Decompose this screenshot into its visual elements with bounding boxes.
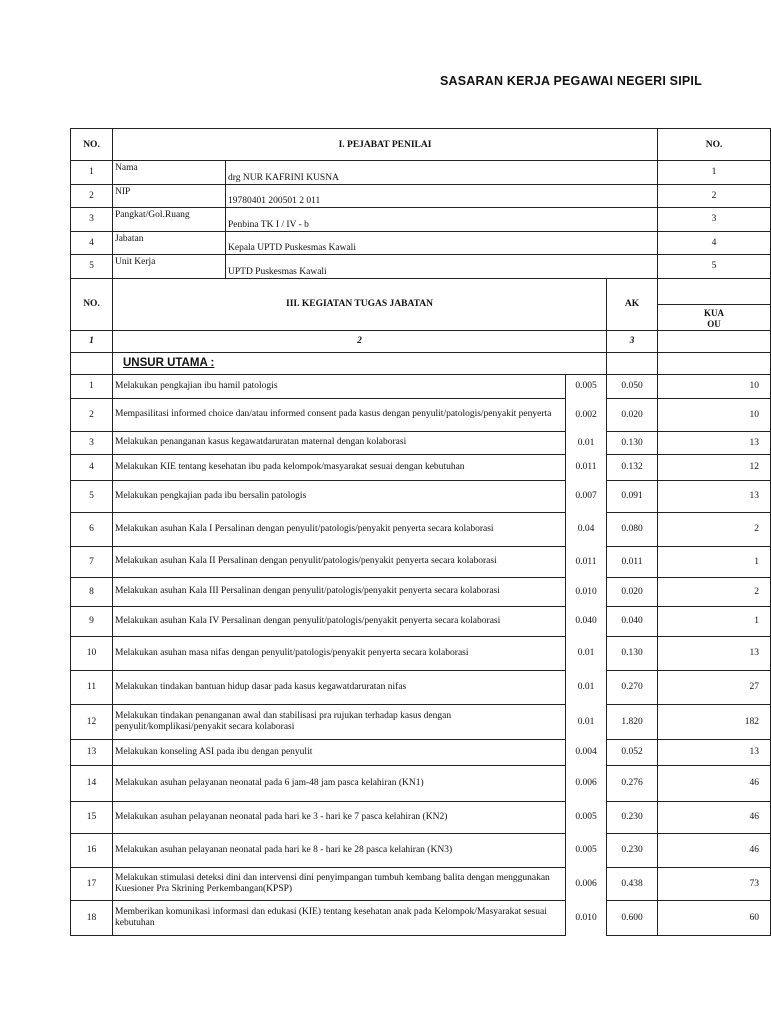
kegiatan-row <box>71 670 771 704</box>
no-header: NO. <box>71 129 113 161</box>
kegiatan-row <box>71 512 771 546</box>
ak-value: 0.011 <box>607 546 658 577</box>
pejabat-row <box>71 255 771 279</box>
angka-kredit-unit: 0.007 <box>566 480 607 512</box>
kegiatan-description: Melakukan asuhan Kala IV Persalinan dengan penyulit/patologis/penyakit penyerta secara kolaborasi <box>113 606 566 636</box>
angka-kredit-unit: 0.01 <box>566 704 607 739</box>
kegiatan-row <box>71 454 771 480</box>
kuantitas-value: 13 <box>658 739 771 765</box>
kegiatan-number: 1 <box>71 374 113 398</box>
kegiatan-number: 5 <box>71 480 113 512</box>
kuantitas-value: 10 <box>658 374 771 398</box>
column-index-row <box>71 330 771 352</box>
skp-table <box>70 128 771 936</box>
angka-kredit-unit: 0.040 <box>566 606 607 636</box>
angka-kredit-unit: 0.04 <box>566 512 607 546</box>
kegiatan-description: Melakukan tindakan penanganan awal dan stabilisasi pra rujukan terhadap kasus dengan penyulit/komplikasi/penyakit secara kolaborasi <box>113 704 566 739</box>
kegiatan-row <box>71 546 771 577</box>
kegiatan-number: 15 <box>71 801 113 833</box>
kegiatan-description: Melakukan pengkajian ibu hamil patologis <box>113 374 566 398</box>
pegawai-row-number: 1 <box>658 161 771 185</box>
kegiatan-description: Melakukan pengkajian pada ibu bersalin patologis <box>113 480 566 512</box>
kegiatan-row <box>71 867 771 900</box>
angka-kredit-unit: 0.005 <box>566 801 607 833</box>
field-label: Nama <box>113 161 226 185</box>
kegiatan-row <box>71 577 771 606</box>
kegiatan-row <box>71 606 771 636</box>
ak-value: 0.080 <box>607 512 658 546</box>
angka-kredit-unit: 0.010 <box>566 900 607 935</box>
index-target <box>658 330 771 352</box>
ak-value: 0.276 <box>607 765 658 801</box>
kegiatan-description: Melakukan asuhan pelayanan neonatal pada 6 jam-48 jam pasca kelahiran (KN1) <box>113 765 566 801</box>
row-number: 3 <box>71 208 113 232</box>
angka-kredit-unit: 0.004 <box>566 739 607 765</box>
kegiatan-number: 4 <box>71 454 113 480</box>
kuantitas-value: 1 <box>658 546 771 577</box>
kuantitas-value: 13 <box>658 431 771 454</box>
ak-value: 0.020 <box>607 398 658 431</box>
kegiatan-row <box>71 833 771 867</box>
ak-value: 1.820 <box>607 704 658 739</box>
skp-table-viewport <box>70 128 760 944</box>
kuantitas-value: 12 <box>658 454 771 480</box>
angka-kredit-unit: 0.011 <box>566 546 607 577</box>
output-label: OU <box>707 318 721 329</box>
unsur-target-cell <box>658 352 771 374</box>
kegiatan-no-header: NO. <box>71 278 113 330</box>
kegiatan-row <box>71 480 771 512</box>
kegiatan-row <box>71 374 771 398</box>
kegiatan-description: Melakukan asuhan Kala I Persalinan dengan penyulit/patologis/penyakit penyerta secara kolaborasi <box>113 512 566 546</box>
kuantitas-value: 2 <box>658 512 771 546</box>
unsur-ak-cell <box>607 352 658 374</box>
ak-value: 0.600 <box>607 900 658 935</box>
angka-kredit-unit: 0.011 <box>566 454 607 480</box>
index-kegiatan: 2 <box>113 330 607 352</box>
kegiatan-number: 16 <box>71 833 113 867</box>
field-value: Penbina TK I / IV - b <box>226 208 658 232</box>
kuantitas-value: 182 <box>658 704 771 739</box>
field-value: 19780401 200501 2 011 <box>226 184 658 208</box>
kegiatan-number: 2 <box>71 398 113 431</box>
kegiatan-description: Melakukan KIE tentang kesehatan ibu pada kelompok/masyarakat sesuai dengan kebutuhan <box>113 454 566 480</box>
ak-value: 0.050 <box>607 374 658 398</box>
field-label: Jabatan <box>113 231 226 255</box>
kuantitas-value: 46 <box>658 833 771 867</box>
kuantitas-value: 27 <box>658 670 771 704</box>
no-header-right: NO. <box>658 129 771 161</box>
unsur-utama-label: UNSUR UTAMA : <box>113 352 607 374</box>
kegiatan-description: Melakukan asuhan pelayanan neonatal pada hari ke 8 - hari ke 28 pasca kelahiran (KN3) <box>113 833 566 867</box>
pejabat-row <box>71 231 771 255</box>
pegawai-row-number: 4 <box>658 231 771 255</box>
unsur-utama-row <box>71 352 771 374</box>
kegiatan-number: 12 <box>71 704 113 739</box>
kegiatan-number: 11 <box>71 670 113 704</box>
row-number: 5 <box>71 255 113 279</box>
kegiatan-row <box>71 636 771 670</box>
pegawai-row-number: 5 <box>658 255 771 279</box>
target-header-cell <box>658 278 771 304</box>
field-value: Kepala UPTD Puskesmas Kawali <box>226 231 658 255</box>
angka-kredit-unit: 0.01 <box>566 431 607 454</box>
row-number: 2 <box>71 184 113 208</box>
kegiatan-description: Melakukan konseling ASI pada ibu dengan penyulit <box>113 739 566 765</box>
kuantitas-value: 60 <box>658 900 771 935</box>
ak-value: 0.130 <box>607 636 658 670</box>
kegiatan-row <box>71 398 771 431</box>
angka-kredit-unit: 0.002 <box>566 398 607 431</box>
kuantitas-label: KUA <box>704 307 725 318</box>
skp-table-body <box>71 129 771 936</box>
angka-kredit-unit: 0.005 <box>566 374 607 398</box>
angka-kredit-unit: 0.01 <box>566 636 607 670</box>
kegiatan-row <box>71 431 771 454</box>
kuantitas-output-header <box>658 304 771 330</box>
pegawai-row-number: 3 <box>658 208 771 232</box>
pejabat-header-row <box>71 129 771 161</box>
kuantitas-value: 10 <box>658 398 771 431</box>
ak-header: AK <box>607 278 658 330</box>
kegiatan-row <box>71 739 771 765</box>
kegiatan-number: 14 <box>71 765 113 801</box>
row-number: 4 <box>71 231 113 255</box>
ak-value: 0.020 <box>607 577 658 606</box>
kegiatan-header-row <box>71 278 771 304</box>
kegiatan-description: Mempasilitasi informed choice dan/atau informed consent pada kasus dengan penyulit/patologis/penyakit penyerta <box>113 398 566 431</box>
field-label: Unit Kerja <box>113 255 226 279</box>
pejabat-row <box>71 208 771 232</box>
field-label: NIP <box>113 184 226 208</box>
field-value: drg NUR KAFRINI KUSNA <box>226 161 658 185</box>
kegiatan-number: 3 <box>71 431 113 454</box>
pejabat-row <box>71 161 771 185</box>
kuantitas-value: 46 <box>658 801 771 833</box>
kegiatan-description: Memberikan komunikasi informasi dan edukasi (KIE) tentang kesehatan anak pada Kelompok/Masyarakat sesuai kebutuhan <box>113 900 566 935</box>
kegiatan-number: 6 <box>71 512 113 546</box>
document-title: SASARAN KERJA PEGAWAI NEGERI SIPIL <box>440 74 702 88</box>
kegiatan-number: 17 <box>71 867 113 900</box>
index-ak: 3 <box>607 330 658 352</box>
kegiatan-description: Melakukan asuhan Kala III Persalinan dengan penyulit/patologis/penyakit penyerta secara kolaborasi <box>113 577 566 606</box>
angka-kredit-unit: 0.01 <box>566 670 607 704</box>
kuantitas-value: 2 <box>658 577 771 606</box>
ak-value: 0.040 <box>607 606 658 636</box>
kegiatan-description: Melakukan penanganan kasus kegawatdaruratan maternal dengan kolaborasi <box>113 431 566 454</box>
kegiatan-description: Melakukan asuhan Kala II Persalinan dengan penyulit/patologis/penyakit penyerta secara kolaborasi <box>113 546 566 577</box>
kuantitas-value: 73 <box>658 867 771 900</box>
kegiatan-number: 18 <box>71 900 113 935</box>
ak-value: 0.230 <box>607 801 658 833</box>
pegawai-row-number: 2 <box>658 184 771 208</box>
kuantitas-value: 13 <box>658 636 771 670</box>
kuantitas-value: 1 <box>658 606 771 636</box>
kegiatan-description: Melakukan tindakan bantuan hidup dasar pada kasus kegawatdaruratan nifas <box>113 670 566 704</box>
kegiatan-description: Melakukan asuhan pelayanan neonatal pada hari ke 3 - hari ke 7 pasca kelahiran (KN2) <box>113 801 566 833</box>
index-no: 1 <box>71 330 113 352</box>
angka-kredit-unit: 0.006 <box>566 765 607 801</box>
kegiatan-description: Melakukan asuhan masa nifas dengan penyulit/patologis/penyakit penyerta secara kolaborasi <box>113 636 566 670</box>
ak-value: 0.438 <box>607 867 658 900</box>
kegiatan-description: Melakukan stimulasi deteksi dini dan intervensi dini penyimpangan tumbuh kembang balita dengan menggunakan Kuesioner Pra Skrining Perkembangan(KPSP) <box>113 867 566 900</box>
kegiatan-row <box>71 900 771 935</box>
ak-value: 0.230 <box>607 833 658 867</box>
kuantitas-value: 13 <box>658 480 771 512</box>
kegiatan-number: 9 <box>71 606 113 636</box>
kuantitas-value: 46 <box>658 765 771 801</box>
ak-value: 0.052 <box>607 739 658 765</box>
pejabat-penilai-header: I. PEJABAT PENILAI <box>113 129 658 161</box>
kegiatan-number: 10 <box>71 636 113 670</box>
kegiatan-row <box>71 704 771 739</box>
kegiatan-number: 7 <box>71 546 113 577</box>
row-number: 1 <box>71 161 113 185</box>
ak-value: 0.091 <box>607 480 658 512</box>
ak-value: 0.130 <box>607 431 658 454</box>
unsur-no-cell <box>71 352 113 374</box>
angka-kredit-unit: 0.005 <box>566 833 607 867</box>
kegiatan-row <box>71 801 771 833</box>
pejabat-row <box>71 184 771 208</box>
angka-kredit-unit: 0.010 <box>566 577 607 606</box>
kegiatan-number: 13 <box>71 739 113 765</box>
kegiatan-number: 8 <box>71 577 113 606</box>
kegiatan-header: III. KEGIATAN TUGAS JABATAN <box>113 278 607 330</box>
angka-kredit-unit: 0.006 <box>566 867 607 900</box>
field-value: UPTD Puskesmas Kawali <box>226 255 658 279</box>
ak-value: 0.270 <box>607 670 658 704</box>
kegiatan-row <box>71 765 771 801</box>
ak-value: 0.132 <box>607 454 658 480</box>
field-label: Pangkat/Gol.Ruang <box>113 208 226 232</box>
